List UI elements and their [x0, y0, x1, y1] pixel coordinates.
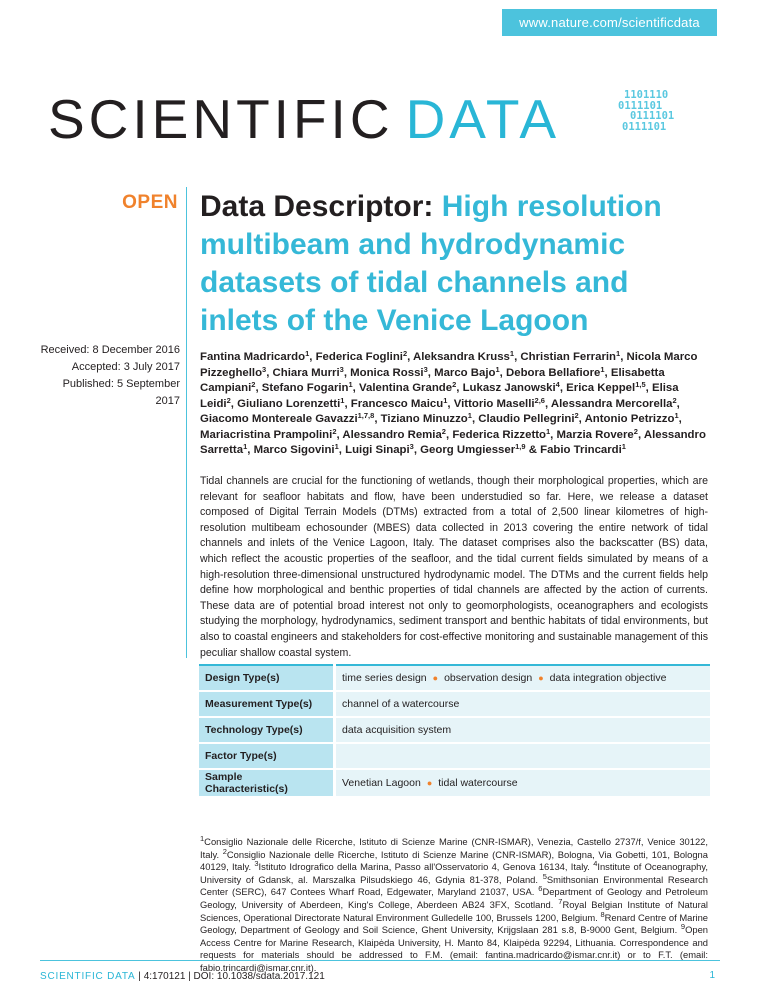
author-separator: , — [407, 351, 414, 363]
metadata-values — [335, 769, 711, 797]
author-name: Alessandra Mercorella — [550, 397, 673, 410]
author-separator: , — [338, 444, 346, 456]
author-affiliation-ref: 2 — [332, 426, 337, 436]
published-date: Published: 5 September 2017 — [62, 378, 180, 407]
author-affiliation-ref: 4 — [555, 380, 560, 389]
correspondence: Correspondence and requests for materials should be addressed to F.M. (email: fantina.madricardo@ismar.cnr.it) or to F.T. (email: fabio.trincardi@ismar.cnr.it). — [200, 936, 708, 973]
author-name: Antonio Petrizzo — [584, 413, 675, 425]
metadata-value: observation design — [444, 672, 533, 684]
author-name: Elisabetta Campiani — [200, 366, 665, 394]
article-title — [200, 188, 710, 340]
affiliation-number: 2 — [222, 846, 227, 856]
author-affiliation-ref: 1 — [621, 442, 626, 451]
metadata-label: Measurement Type(s) — [199, 691, 335, 717]
affiliation-number: 5 — [542, 871, 547, 881]
author-separator: , — [578, 413, 585, 425]
author-name: Chiara Murri — [272, 366, 340, 379]
metadata-label: Design Type(s) — [199, 665, 335, 691]
author-separator: , — [247, 444, 254, 456]
author-separator: , — [676, 397, 680, 410]
author-separator: , — [559, 382, 567, 394]
affiliation-number: 7 — [558, 896, 563, 906]
author-separator: , — [620, 351, 627, 363]
metadata-row — [199, 691, 710, 717]
author-affiliation-ref: 2 — [251, 380, 256, 389]
author-name: Elisa Leidi — [200, 382, 679, 410]
metadata-table — [199, 664, 710, 798]
author-affiliation-ref: 3 — [262, 364, 267, 374]
author-name: Marzia Rovere — [556, 428, 634, 441]
affiliation-text: Smithsonian Environmental Research Center (SERC), 647 Contees Wharf Road, Edgewater, Maryland 21037, USA. — [200, 873, 708, 898]
author-affiliation-ref: 1 — [348, 380, 353, 389]
author-name: Giacomo Montereale Gavazzi — [200, 413, 358, 425]
metadata-row — [199, 665, 710, 691]
metadata-label: Factor Type(s) — [199, 743, 335, 769]
author-list — [200, 350, 710, 459]
author-separator: , — [374, 413, 381, 425]
author-affiliation-ref: 1 — [305, 349, 310, 358]
author-separator: , — [343, 366, 351, 379]
affiliation-text: Consiglio Nazionale delle Ricerche, Istituto di Scienze Marine (CNR-ISMAR), Bologna, Via Gobetti, 101, Bologna 40129, Italy. — [200, 848, 708, 873]
author-separator: , — [499, 366, 507, 379]
affiliation-text: Istituto Idrografico della Marina, Passo all'Osservatorio 4, Genova 16134, Italy. — [258, 861, 590, 873]
author-affiliation-ref: 1,7,8 — [357, 411, 375, 420]
author-separator: , — [445, 428, 453, 441]
author-name: Luigi Sinapi — [345, 444, 410, 456]
author-affiliation-ref: 1,5 — [635, 380, 646, 389]
author-affiliation-ref: 2 — [441, 426, 446, 436]
footer-doi: 4:170121 | DOI: 10.1038/sdata.2017.121 — [143, 971, 325, 982]
binary-row: 0111101 — [630, 110, 675, 122]
author-name: Alessandro Sarretta — [200, 428, 706, 456]
metadata-row — [199, 769, 710, 797]
accepted-date: Accepted: 3 July 2017 — [71, 361, 180, 373]
binary-logo-icon — [618, 90, 714, 140]
author-name: Debora Bellafiore — [506, 366, 601, 379]
author-separator: , — [447, 397, 454, 410]
author-separator: , — [413, 444, 421, 456]
masthead-data: DATA — [405, 88, 561, 150]
author-affiliation-ref: 2 — [672, 395, 677, 405]
author-name: Francesco Maicu — [350, 397, 444, 410]
author-name: Federica Rizzetto — [452, 428, 546, 441]
author-affiliation-ref: 1 — [495, 364, 500, 374]
author-affiliation-ref: 2 — [402, 349, 408, 358]
author-affiliation-ref: 1 — [674, 411, 679, 420]
author-name: Marco Bajo — [434, 366, 496, 379]
author-affiliation-ref: 3 — [409, 442, 414, 451]
metadata-value: channel of a watercourse — [342, 698, 460, 710]
binary-row: 0111101 — [618, 99, 663, 112]
page-number: 1 — [709, 970, 715, 981]
journal-url[interactable]: www.nature.com/scientificdata — [502, 9, 717, 36]
author-affiliation-ref: 1 — [509, 349, 515, 358]
author-name: Mariacristina Prampolini — [200, 428, 333, 441]
bullet-icon: ● — [432, 673, 439, 683]
author-separator: , — [266, 366, 273, 379]
author-separator: , — [352, 382, 360, 394]
affiliation-text: Royal Belgian Institute of Natural Sciences, Operational Directorate Natural Environment Gulledelle 100, Brussels 1200, Belgium. — [200, 898, 708, 923]
author-name: Valentina Grande — [359, 382, 453, 394]
footer-journal: SCIENTIFIC DATA — [40, 971, 136, 982]
affiliation-text: Department of Geology and Petroleum Geology, University of Aberdeen, King's College, Aberdeen AB24 3FX, Scotland. — [200, 886, 708, 910]
author-affiliation-ref: 2 — [226, 395, 231, 405]
author-name: Nicola Marco Pizzeghello — [200, 351, 698, 379]
author-separator: , — [309, 351, 316, 363]
author-affiliation-ref: 1 — [334, 442, 339, 451]
author-name: Marco Sigovini — [253, 444, 335, 456]
footer-citation — [40, 971, 670, 982]
open-access-label: OPEN — [122, 192, 178, 213]
footer-rule — [40, 960, 720, 961]
bullet-icon: ● — [538, 673, 544, 683]
metadata-value: data integration objective — [549, 672, 667, 684]
author-affiliation-ref: 1 — [243, 442, 248, 451]
affiliation-text: Open Access Centre for Marine Research, Klaipėda University, H. Manto 84, Klaipėda 92294, Lithuania. — [200, 924, 708, 948]
author-affiliation-ref: 1 — [340, 395, 345, 405]
author-separator: , — [427, 366, 435, 379]
received-date: Received: 8 December 2016 — [40, 344, 180, 356]
author-separator: , — [550, 428, 557, 441]
author-name: Stefano Fogarin — [261, 382, 349, 394]
author-separator: , — [456, 382, 463, 394]
journal-masthead — [48, 84, 560, 154]
author-name: Tiziano Minuzzo — [380, 413, 468, 425]
binary-row: 1101110 — [624, 89, 669, 101]
author-separator: , — [678, 413, 682, 425]
author-name: Fabio Trincardi — [540, 444, 622, 456]
author-affiliation-ref: 1,9 — [515, 442, 526, 451]
author-separator: , — [637, 428, 644, 441]
author-separator: , — [471, 413, 479, 425]
affiliation-number: 9 — [680, 922, 686, 932]
metadata-value: data acquisition system — [342, 724, 452, 736]
metadata-values — [335, 665, 711, 691]
author-name: Claudio Pellegrini — [478, 413, 575, 425]
metadata-row — [199, 717, 710, 743]
author-name: Federica Foglini — [315, 351, 403, 363]
abstract: Tidal channels are crucial for the functioning of wetlands, though their morphological properties, which are relevant for seafloor habitats and flow, have been understudied so far. Here, we release a dataset composed of Digital Terrain Models (DTMs) extracted from a total of 2,500 linear kilometres of high-resolution multibeam echosounder (MBES) data collected in 2013 covering the entire network of tidal channels and inlets of the Venice Lagoon, Italy. The dataset comprises also the backscatter (BS) data, which reflect the acoustic properties of the seafloor, and the tidal current fields simulated by means of a high-resolution three-dimensional unstructured hydrodynamic model. The DTMs and the current fields help define how morphological and benthic properties of tidal channels are affected by the action of currents. These data are of potential broad interest not only to geomorphologists, oceanographers and ecologists studying the morphology, hydrodynamics, sediment transport and benthic habitats of tidal environments, but also to coastal engineers and stakeholders for cost-effective monitoring and sustainable management of this peculiar shallow coastal system. — [200, 475, 708, 659]
metadata-label: Sample Characteristic(s) — [199, 769, 335, 797]
metadata-value: time series design — [342, 672, 427, 684]
footer-separator: | — [135, 971, 144, 982]
author-name: Vittorio Maselli — [453, 397, 535, 410]
author-separator: , — [255, 382, 262, 394]
metadata-values — [335, 691, 711, 717]
affiliation-text: Consiglio Nazionale delle Ricerche, Istituto di Scienze Marine (CNR-ISMAR), Venezia, Castello 2737/f, Venice 30122, Italy. — [200, 836, 708, 860]
author-affiliation-ref: 1 — [600, 364, 605, 374]
affiliation-number: 3 — [254, 859, 259, 869]
author-name: Georg Umgiesser — [420, 444, 516, 456]
author-separator: , — [544, 397, 551, 410]
author-name: Erica Keppel — [566, 382, 636, 394]
author-name: Monica Rossi — [350, 366, 424, 379]
metadata-value: tidal watercourse — [438, 777, 518, 789]
author-affiliation-ref: 2 — [452, 380, 457, 389]
metadata-values — [335, 743, 711, 769]
author-joiner: & — [525, 444, 541, 456]
author-affiliation-ref: 1 — [443, 395, 448, 405]
author-affiliation-ref: 1 — [546, 426, 551, 436]
author-name: Fantina Madricardo — [200, 351, 306, 363]
author-name: Aleksandra Kruss — [413, 351, 510, 363]
affiliation-number: 1 — [200, 834, 205, 843]
author-name: Giuliano Lorenzetti — [237, 397, 341, 410]
metadata-label: Technology Type(s) — [199, 717, 335, 743]
affiliation-number: 6 — [538, 884, 543, 894]
masthead-scientific: SCIENTIFIC — [48, 88, 394, 150]
article-dates — [40, 342, 180, 410]
metadata-values — [335, 717, 711, 743]
affiliations — [200, 836, 708, 975]
affiliation-number: 8 — [600, 909, 605, 919]
title-main: High resolution multibeam and hydrodynamic datasets of tidal channels and inlets of the Venice Lagoon — [200, 190, 662, 337]
metadata-row — [199, 743, 710, 769]
author-separator: , — [344, 397, 351, 410]
affiliation-text: Renard Centre of Marine Geology, Department of Geology and Soil Science, Ghent University, Krijgslaan 281 s.8, B-9000 Gent, Belgium. — [200, 911, 709, 936]
bullet-icon: ● — [426, 778, 433, 788]
author-separator: , — [514, 351, 521, 363]
affiliation-text: Institute of Oceanography, University of Gdansk, al. Marszalka Pilsudskiego 46, Gdynia 81-378, Poland. — [200, 861, 708, 885]
author-affiliation-ref: 2,6 — [534, 395, 545, 405]
metadata-value: Venetian Lagoon — [342, 777, 421, 789]
author-affiliation-ref: 1 — [467, 411, 472, 420]
author-affiliation-ref: 1 — [616, 349, 621, 358]
author-affiliation-ref: 3 — [423, 364, 428, 374]
vertical-divider — [186, 187, 187, 658]
binary-row: 0111101 — [622, 120, 667, 133]
author-separator: , — [230, 397, 238, 410]
author-separator: , — [645, 382, 652, 394]
author-name: Christian Ferrarin — [520, 351, 617, 363]
author-affiliation-ref: 2 — [574, 411, 579, 420]
author-separator: , — [604, 366, 611, 379]
author-name: Alessandro Remia — [342, 428, 442, 441]
author-affiliation-ref: 2 — [633, 426, 638, 436]
author-name: Lukasz Janowski — [462, 382, 556, 394]
author-separator: , — [336, 428, 343, 441]
title-lead: Data Descriptor: — [200, 190, 434, 223]
author-affiliation-ref: 3 — [339, 364, 344, 374]
affiliation-number: 4 — [593, 859, 598, 869]
